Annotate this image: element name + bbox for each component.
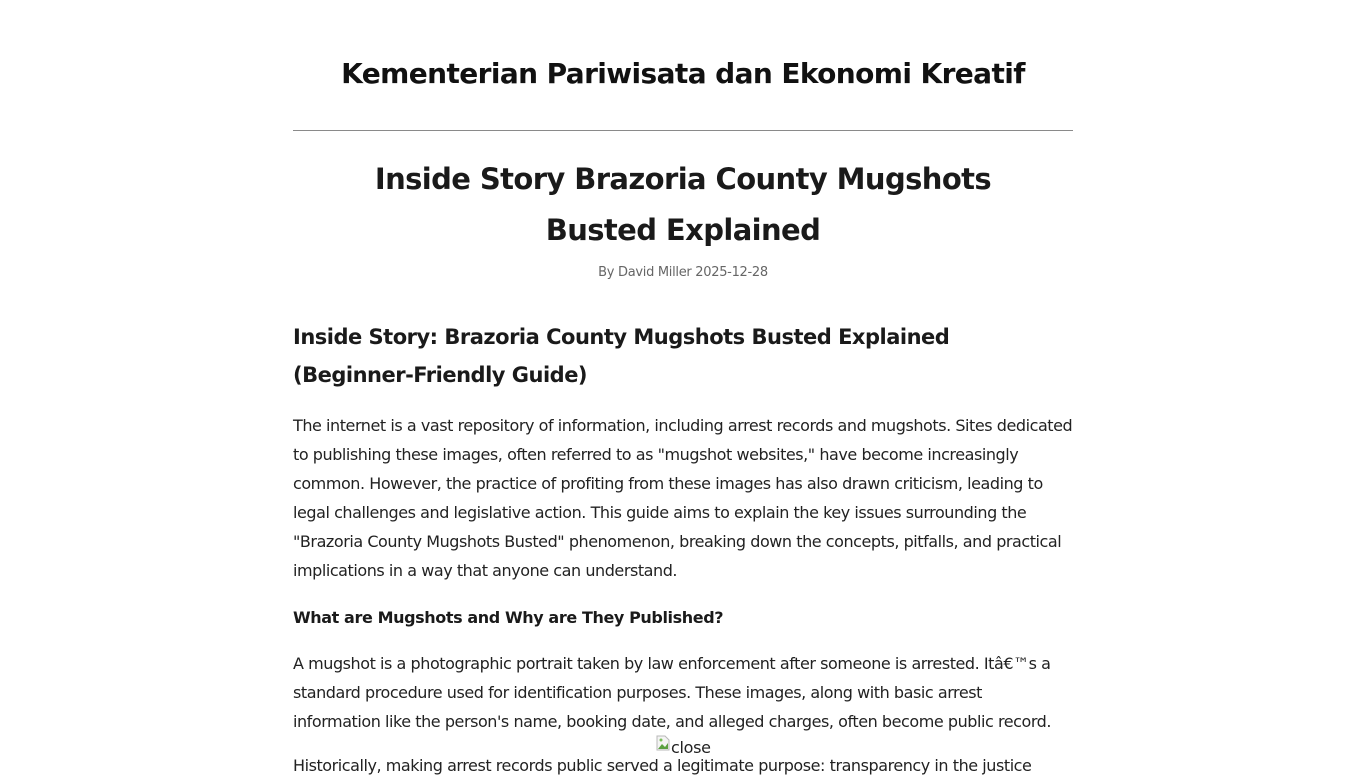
close-image[interactable]	[656, 735, 711, 759]
image-alt-text: close	[671, 737, 711, 757]
article-byline: By David Miller 2025-12-28	[598, 265, 768, 280]
subheading-mugshots: What are Mugshots and Why are They Published?	[293, 608, 724, 627]
history-paragraph: Historically, making arrest records public served a legitimate purpose: transparency in the justice	[293, 756, 1032, 775]
broken-image-icon	[656, 735, 670, 751]
section-heading: Inside Story: Brazoria County Mugshots Busted Explained (Beginner-Friendly Guide)	[293, 325, 950, 387]
header-divider	[293, 130, 1073, 131]
intro-paragraph: The internet is a vast repository of information, including arrest records and mugshots. Sites dedicated to publishing these images, often referred to as "mugshot websites," have become increasingly common. However, the practice of profiting from these images has also drawn criticism, leading to legal challenges and legislative action. This guide aims to explain the key issues surrounding the "Brazoria County Mugshots Busted" phenomenon, breaking down the concepts, pitfalls, and practical implications in a way that anyone can understand.	[293, 416, 1073, 580]
mugshot-definition-paragraph: A mugshot is a photographic portrait taken by law enforcement after someone is arrested. Itâ€™s a standard procedure used for identification purposes. These images, along with basic arrest information like the person's name, booking date, and alleged charges, often become public record.	[293, 654, 1052, 731]
site-title: Kementerian Pariwisata dan Ekonomi Kreatif	[341, 57, 1025, 90]
article-title: Inside Story Brazoria County Mugshots Busted Explained	[374, 162, 992, 247]
